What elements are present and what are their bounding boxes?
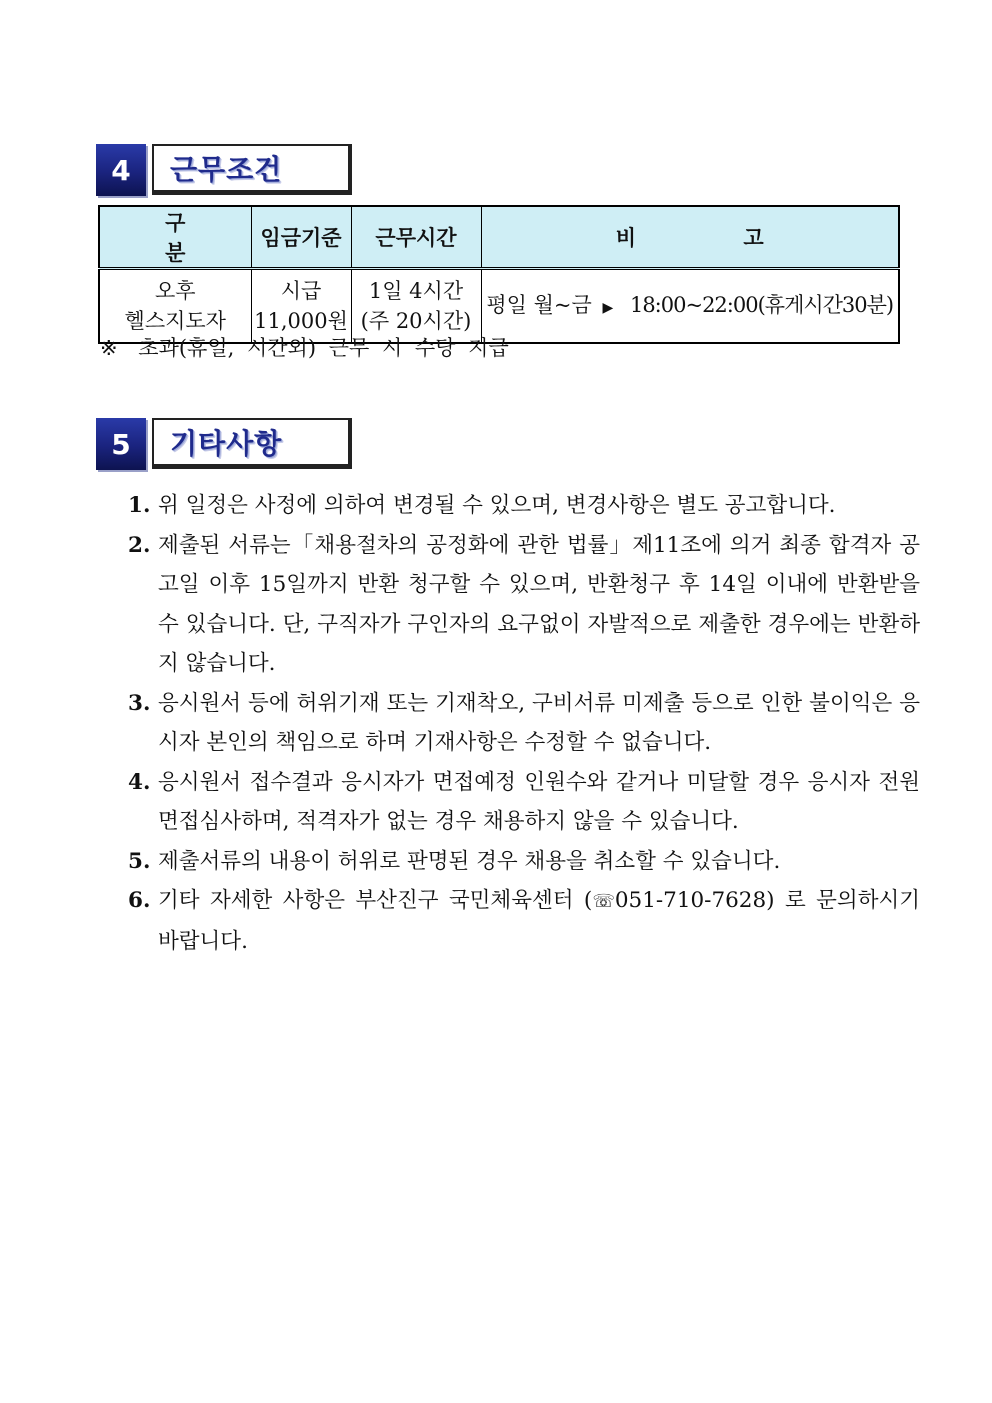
item-text-before: 기타 자세한 사항은 부산진구 국민체육센터 ( <box>158 888 593 913</box>
header-hours: 근무시간 <box>351 206 481 269</box>
hours-line2: (주 20시간) <box>360 309 472 333</box>
overtime-note <box>100 332 509 362</box>
item-number: 6. <box>128 888 151 913</box>
work-conditions-table <box>98 205 900 344</box>
list-item <box>128 684 920 763</box>
overtime-note-text: 초과(휴일, 시간외) 근무 시 수당 지급 <box>138 336 509 360</box>
item-number: 2. <box>128 532 151 558</box>
arrow-right-icon: ▶ <box>602 299 614 316</box>
list-item <box>128 881 920 961</box>
item-text-after: ) 로 문의하시기 바랍니다. <box>158 888 921 954</box>
item-text: 제출서류의 내용이 허위로 판명된 경우 채용을 취소할 수 있습니다. <box>158 848 781 874</box>
cell-remark <box>481 269 899 344</box>
category-line2: 헬스지도자 <box>124 309 226 333</box>
section-4-title-box <box>152 144 352 195</box>
wage-line1: 시급 <box>280 279 322 303</box>
hours-line1: 1일 4시간 <box>368 279 464 303</box>
list-item <box>128 763 920 842</box>
item-number: 1. <box>128 493 151 518</box>
header-category: 구 분 <box>99 206 251 269</box>
header-wage: 임금기준 <box>251 206 351 269</box>
notice-list <box>128 486 920 961</box>
item-text: 위 일정은 사정에 의하여 변경될 수 있으며, 변경사항은 별도 공고합니다. <box>158 493 836 518</box>
reference-mark-icon: ※ <box>100 336 118 360</box>
section-5-title-box <box>152 418 352 469</box>
wage-line2: 11,000원 <box>254 309 348 333</box>
table-header-row <box>99 206 899 269</box>
list-item <box>128 842 920 882</box>
item-text: 응시원서 접수결과 응시자가 면접예정 인원수와 같거나 미달할 경우 응시자 전원 면접심사하며, 적격자가 없는 경우 채용하지 않을 수 있습니다. <box>158 769 920 834</box>
section-4-header <box>96 144 352 196</box>
section-5-number: 5 <box>96 418 146 470</box>
phone-icon: ☏ <box>592 891 615 912</box>
remark-time: 18:00~22:00(휴게시간30분) <box>629 292 894 317</box>
item-number: 3. <box>128 690 151 716</box>
list-item <box>128 526 920 684</box>
phone-number: 051-710-7628 <box>614 888 767 913</box>
section-5-title: 기타사항 <box>170 427 283 460</box>
category-line1: 오후 <box>154 279 196 303</box>
item-number: 4. <box>128 769 151 795</box>
section-5-header <box>96 418 352 470</box>
item-text: 응시원서 등에 허위기재 또는 기재착오, 구비서류 미제출 등으로 인한 불이익은 응시자 본인의 책임으로 하며 기재사항은 수정할 수 없습니다. <box>158 690 920 755</box>
section-4-number: 4 <box>96 144 146 196</box>
item-text: 제출된 서류는「채용절차의 공정화에 관한 법률」제11조에 의거 최종 합격자 공고일 이후 15일까지 반환 청구할 수 있으며, 반환청구 후 14일 이내에 반환받을 수 있습니다. 단, 구직자가 구인자의 요구없이 자발적으로 제출한 경우에는 반환하지 않습니다. <box>158 532 920 676</box>
list-item <box>128 486 920 526</box>
header-remark: 비 고 <box>481 206 899 269</box>
section-4-title: 근무조건 <box>170 153 283 186</box>
item-number: 5. <box>128 848 151 874</box>
remark-days: 평일 월~금 <box>486 292 592 317</box>
item-text <box>158 881 920 961</box>
